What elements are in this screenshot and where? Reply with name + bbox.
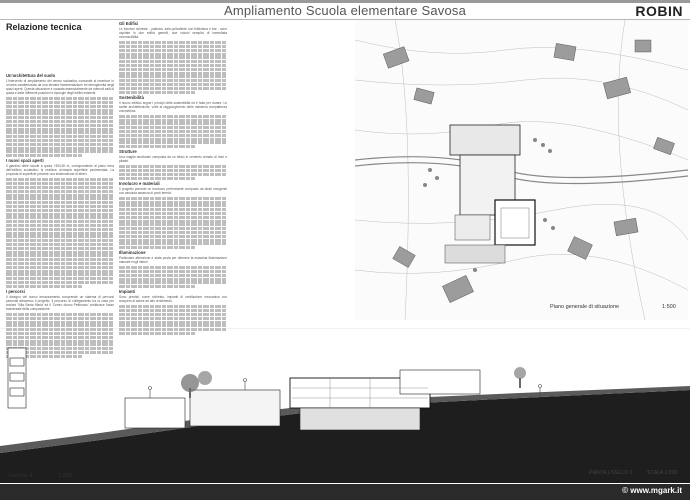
section-body: Il nuovo edificio segue i principi della sostenibilità ed è fatto per durare. Le scelte architettoniche, volte al raggiungimento della massima compattezza volumetrica. — [119, 100, 227, 113]
section-heading: Impianti — [119, 289, 136, 295]
section-heading: Illuminazione — [119, 250, 146, 256]
section-body: Il giardino delle scuole a quota +394.50 m, corrispondente al piano terra dell'edificio scolastico, si realizza un'ampia superficie pavimentata. La proposta di superficie prevede una sistemazione di alberi. — [6, 164, 114, 177]
section-body: Particolare attenzione è stata posta per ottenere la massima illuminazione naturale negli interni. — [119, 256, 227, 265]
brand-logo-text: ROBIN — [635, 3, 683, 19]
section-body: L'intervento di ampliamento del centro scolastico comunale si inserisce in un'area caratterizzata da una elevata frammentazione ed eterogeneità degli spazi aperti. Questa situazione è causata essenzialmente da notevoli salti di quota e dalle differenti posizioni e tipologie degli edifici esistenti. — [6, 79, 114, 96]
site-plan-label: Piano generale di situazione — [550, 304, 620, 310]
section-body: Il progetto prevede un involucro performante composto da strati omogenei con assoluta assenza di ponti termici. — [119, 186, 227, 195]
floor-plan-scale: SCALA 1:200 — [647, 470, 678, 476]
section-heading: Involucro e materiali — [119, 180, 160, 186]
section-body: Il disegno del nuovo terrazzamento comprende un sistema di percorsi pedonali attraverso il progetto. Il percorso di collegamento tra la casa per anziani 'Villa Santa Maria' ed il 'Centro diurno Pettirosso' costituisce l'asse trasversale della composizione. — [6, 294, 114, 311]
section-heading: I percorsi — [6, 288, 25, 294]
section-heading: I nuovi spazi aperti — [6, 158, 44, 164]
copyright-link[interactable]: © www.mgark.it — [622, 486, 682, 495]
report-column-1 — [6, 72, 114, 358]
section-scale: 1:200 — [58, 473, 72, 479]
footer-bar — [0, 484, 690, 500]
report-title: Relazione tecnica — [6, 22, 82, 32]
site-plan-scale: 1:500 — [662, 304, 676, 310]
report-column-2 — [119, 20, 227, 336]
section-heading: Un'architettura del suolo — [6, 73, 56, 78]
section-drawing-svg — [0, 328, 690, 483]
site-plan — [355, 20, 688, 320]
section-label: Sezione 4 — [8, 473, 33, 479]
site-plan-drawing — [355, 20, 688, 320]
section-heading: Gli Edifici — [119, 21, 139, 26]
section-heading: Sostenibilità — [119, 94, 144, 100]
section-heading: Strutture — [119, 149, 137, 155]
page-title: Ampliamento Scuola elementare Savosa — [223, 3, 467, 18]
section-body: Sono previsti, come richiesto, impianti di ventilazione meccanica con recupero di calore ad alto rendimento. — [119, 295, 227, 304]
section-body: Le funzioni richieste - palestra, sala polivalente con biblioteca e bar - sono ospitate in due edifici gemelli, due volumi semplici di immediata riconoscibilità. — [119, 27, 227, 40]
floor-plan-label: PIANTA LIVELLO 1 — [589, 470, 633, 476]
section-drawing — [0, 328, 690, 483]
section-body: Una maglia strutturale composta da un telaio in cemento armato di travi e pilastri. — [119, 155, 227, 164]
